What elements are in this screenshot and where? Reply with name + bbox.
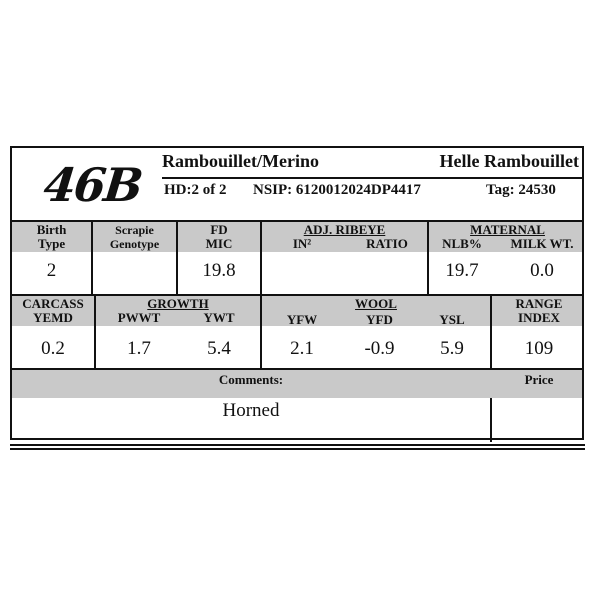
scrapie-genotype-label: Scrapie Genotype — [109, 223, 160, 251]
sale-lot-card — [10, 146, 584, 440]
yfw-value: 2.1 — [290, 338, 314, 359]
comments-value: Horned — [222, 400, 280, 421]
milk-wt-label: MILK WT. — [510, 236, 574, 251]
bottom-rule — [10, 444, 585, 446]
ribeye-in2-label: IN² — [292, 236, 312, 251]
tag-number: Tag: 24530 — [486, 182, 556, 198]
yemd-value: 0.2 — [41, 338, 65, 359]
adj-ribeye-group-label: ADJ. RIBEYE — [303, 222, 386, 237]
bottom-rule — [10, 448, 585, 450]
breed: Rambouillet/Merino — [162, 151, 319, 171]
carcass-yemd-label: CARCASS YEMD — [22, 296, 84, 325]
header-rule — [162, 177, 582, 179]
ywt-label: YWT — [203, 310, 235, 325]
ysl-value: 5.9 — [440, 338, 464, 359]
fd-mic-value: 19.8 — [202, 260, 236, 281]
nlb-label: NLB% — [442, 236, 482, 251]
birth-type-label: Birth Type — [36, 222, 67, 251]
range-index-label: RANGE INDEX — [515, 296, 563, 325]
comments-label: Comments: — [218, 372, 284, 387]
range-index-value: 109 — [524, 338, 554, 359]
ysl-label: YSL — [439, 312, 465, 327]
yfw-label: YFW — [286, 312, 318, 327]
birth-type-value: 2 — [46, 260, 57, 281]
yfd-label: YFD — [366, 312, 393, 327]
fd-mic-label: FD MIC — [205, 222, 233, 251]
ribeye-ratio-label: RATIO — [366, 236, 408, 251]
wool-group-label: WOOL — [355, 296, 397, 311]
price-label: Price — [524, 372, 554, 387]
hd-count: HD:2 of 2 — [164, 182, 227, 198]
pwwt-label: PWWT — [117, 310, 161, 325]
lot-number: 46B — [41, 158, 144, 212]
yfd-value: -0.9 — [364, 338, 395, 359]
pwwt-value: 1.7 — [127, 338, 151, 359]
breeder-name: Helle Rambouillet — [439, 151, 579, 171]
nlb-value: 19.7 — [445, 260, 479, 281]
nsip-id: NSIP: 6120012024DP4417 — [253, 182, 421, 198]
growth-group-label: GROWTH — [147, 296, 209, 311]
ywt-value: 5.4 — [207, 338, 231, 359]
maternal-group-label: MATERNAL — [470, 222, 545, 237]
milk-wt-value: 0.0 — [530, 260, 554, 281]
